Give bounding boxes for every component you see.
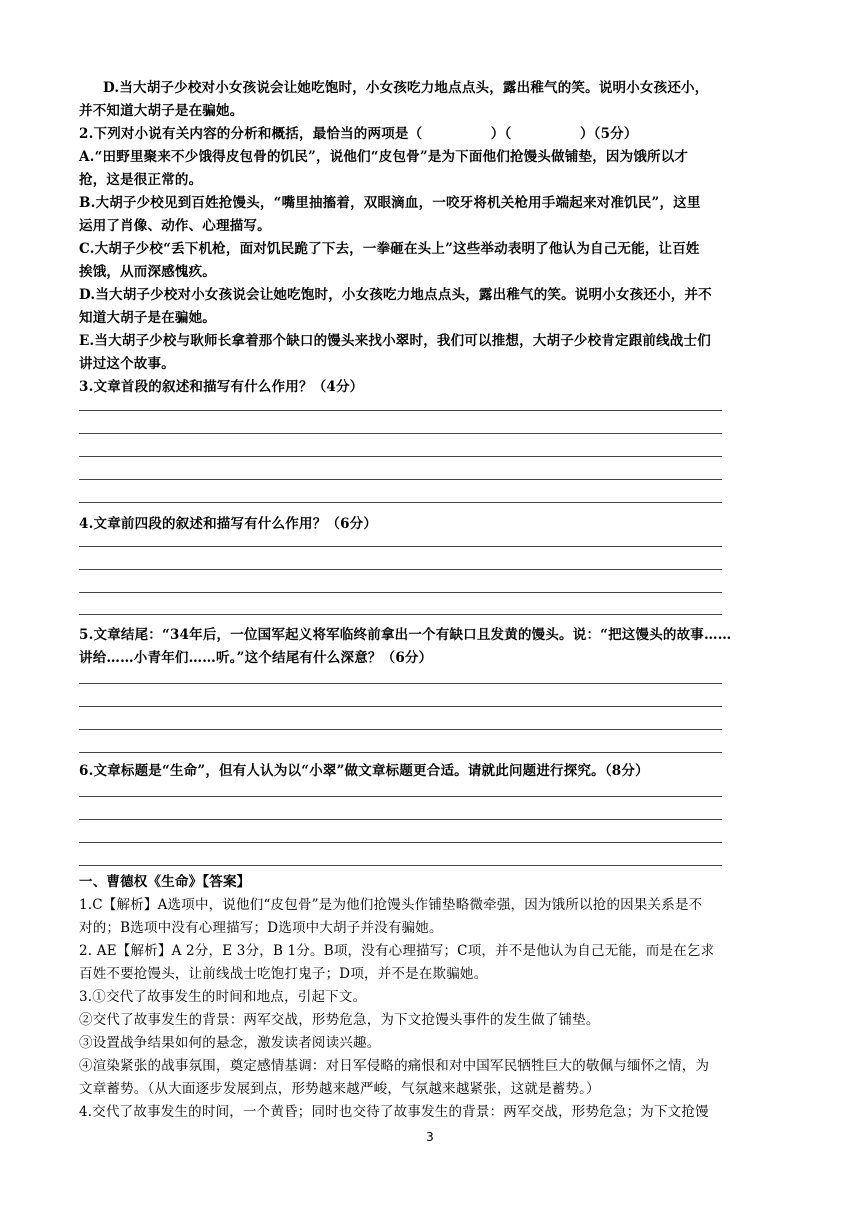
text-line: 文章蓄势。（从大面逐步发展到点，形势越来越严峻，气氛越来越紧张，这就是蓄势。）	[79, 1081, 600, 1097]
text-line: 讲过这个故事。	[79, 356, 175, 372]
answer-line[interactable]	[79, 683, 722, 684]
answer-line[interactable]	[79, 546, 722, 547]
text-line: ④渲染紧张的战事氛围，奠定感情基调：对日军侵略的痛恨和对中国军民牺牲巨大的敬佩与缅怀之情，为	[79, 1058, 710, 1074]
answer-line[interactable]	[79, 456, 722, 457]
answer-line[interactable]	[79, 706, 722, 707]
answer-line[interactable]	[79, 433, 722, 434]
option-a: A.“田野里聚来不少饿得皮包骨的饥民”，说他们“皮包骨”是为下面他们抢馒头做铺垫，因为饿所以才	[79, 149, 689, 165]
answer-line[interactable]	[79, 729, 722, 730]
answer-line[interactable]	[79, 592, 722, 593]
answer-1: 1.C【解析】A选项中，说他们“皮包骨”是为他们抢馒头作铺垫略微牵强，因为饿所以抢的因果关系是不	[79, 897, 703, 913]
option-e: E.当大胡子少校与耿师长拿着那个缺口的馒头来找小翠时，我们可以推想，大胡子少校肯定跟前线战士们	[79, 333, 711, 349]
text-line: 并不知道大胡子是在骗她。	[79, 103, 244, 119]
answer-line[interactable]	[79, 410, 722, 411]
answer-line[interactable]	[79, 479, 722, 480]
option-c: C.大胡子少校“丢下机枪，面对饥民跪了下去，一拳砸在头上”这些举动表明了他认为自己无能，让百姓	[79, 241, 700, 257]
answer-line[interactable]	[79, 614, 722, 615]
question-4-title: 4.文章前四段的叙述和描写有什么作用？（6分）	[79, 516, 378, 532]
answer-section-title: 一、曹德权《生命》【答案】	[79, 874, 251, 890]
page-number: 3	[426, 1130, 434, 1144]
answer-line[interactable]	[79, 502, 722, 503]
option-d: D.当大胡子少校对小女孩说会让她吃饱时，小女孩吃力地点点头，露出稚气的笑。说明小女孩还小，并不	[79, 287, 712, 303]
answer-line[interactable]	[79, 819, 722, 820]
text-line: ③设置战争结果如何的悬念，激发读者阅读兴趣。	[79, 1035, 381, 1051]
option-b: B.大胡子少校见到百姓抢馒头，“嘴里抽搐着，双眼滴血，一咬牙将机关枪用手端起来对准饥民”，这里	[79, 195, 701, 211]
answer-3: 3.①交代了故事发生的时间和地点，引起下文。	[79, 989, 367, 1005]
text-line: 运用了肖像、动作、心理描写。	[79, 218, 271, 234]
text-line: D.当大胡子少校对小女孩说会让她吃饱时，小女孩吃力地点点头，露出稚气的笑。说明小女孩还小，	[103, 80, 709, 96]
text-line: 挨饿，从而深感愧疚。	[79, 264, 216, 280]
text-line: 抢，这是很正常的。	[79, 172, 203, 188]
question-5-title: 5.文章结尾：“34年后，一位国军起义将军临终前拿出一个有缺口且发黄的馒头。说：“把这馒头的故事……	[79, 627, 732, 643]
text-line: 对的；B选项中没有心理描写；D选项中大胡子并没有骗她。	[79, 920, 443, 936]
answer-line[interactable]	[79, 865, 722, 866]
question-6-title: 6.文章标题是“生命”，但有人认为以“小翠”做文章标题更合适。请就此问题进行探究。（8分）	[79, 763, 649, 779]
text-line: 知道大胡子是在骗她。	[79, 310, 216, 326]
text-line: 百姓不要抢馒头，让前线战士吃饱打鬼子；D项，并不是在欺骗她。	[79, 966, 488, 982]
question-3-title: 3.文章首段的叙述和描写有什么作用？（4分）	[79, 379, 364, 395]
answer-line[interactable]	[79, 752, 722, 753]
answer-line[interactable]	[79, 796, 722, 797]
answer-4: 4.交代了故事发生的时间，一个黄昏；同时也交待了故事发生的背景：两军交战，形势危急；为下文抢馒	[79, 1104, 709, 1120]
answer-2: 2. AE【解析】A 2分，E 3分，B 1分。B项，没有心理描写；C项，并不是他认为自己无能，而是在乞求	[79, 943, 715, 959]
question-2-title: 2.下列对小说有关内容的分析和概括，最恰当的两项是（ ）（ ）（5分）	[79, 126, 638, 142]
text-line: 讲给……小青年们……听。”这个结尾有什么深意？（6分）	[79, 650, 433, 666]
answer-line[interactable]	[79, 569, 722, 570]
text-line: ②交代了故事发生的背景：两军交战，形势危急，为下文抢馒头事件的发生做了铺垫。	[79, 1012, 600, 1028]
answer-line[interactable]	[79, 842, 722, 843]
